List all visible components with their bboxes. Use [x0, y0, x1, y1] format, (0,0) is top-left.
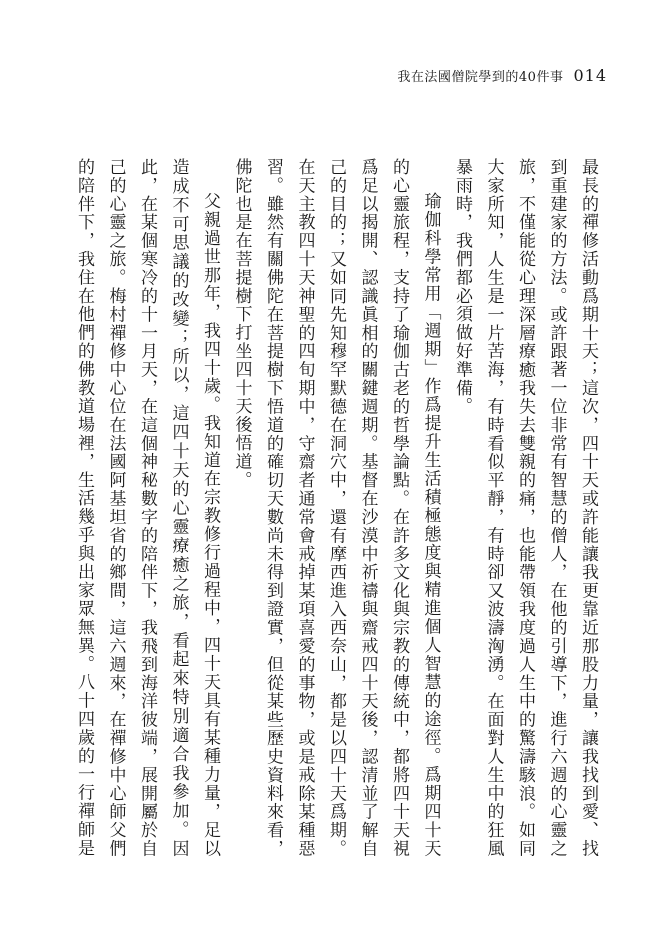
paragraph-2: 瑜伽科學常用「週期」作爲提升生活積極態度與精進個人智慧的途徑。爲期四十天的心靈旅程，支持了瑜伽古老的哲學論點。在許多文化與宗教的傳統中，都將四十天視爲足以揭開、認識眞相的關鍵週期。基督在沙漠中祈禱與齋戒四十天後，認清並了解自己的目的；又如同先知穆罕默德在洞穴中，還有摩西進入西奈山，都是以四十天爲期。在天主教四十天神聖的四旬期中，守齋者通常會戒掉某項喜愛的事物，或是戒除某種惡習。雖然有關佛陀在菩提樹下悟道的確切天數尚未得到證實，但從某些歷史資料來看，佛陀也是在菩提樹下打坐四十天後悟道。 — [231, 158, 441, 858]
page-number: 014 — [573, 66, 607, 85]
paragraph-1: 最長的禪修活動爲期十天；這次，四十天或許能讓我更靠近那股力量，讓我找到愛、找到重建家的方法。或許跟著一位非常有智慧的僧人，在他的引導下，進行六週的心靈之旅，不僅能從心理深層療癒我失去雙親的痛，也能帶領我度過人生中的驚濤駭浪。如同大家所知，人生是一片苦海，有時看似平靜，有時卻又波濤洶湧。在面對人生中的狂風暴雨時，我們都必須做好準備。 — [452, 158, 598, 858]
running-header — [397, 66, 607, 85]
body-text — [55, 158, 603, 858]
paragraph-3: 父親過世那年，我四十歲。我知道在宗教修行過程中，四十天具有某種力量，足以造成不可思議的改變；所以，這四十天的心靈療癒之旅，看起來特別適合我參加。因此，在某個寒冷的十一月天，在這個神秘數字的陪伴下，我飛到海洋彼端，展開屬於自己的心靈之旅。梅村禪修中心位在法國阿基坦省的鄉間，這六週來，在禪修中心師父們的陪伴下，我住在他們的佛教道場裡，生活幾乎與出家眾無異。八十四歲的一行禪師是 — [74, 158, 220, 858]
book-title: 我在法國僧院學到的40件事 — [397, 70, 564, 85]
